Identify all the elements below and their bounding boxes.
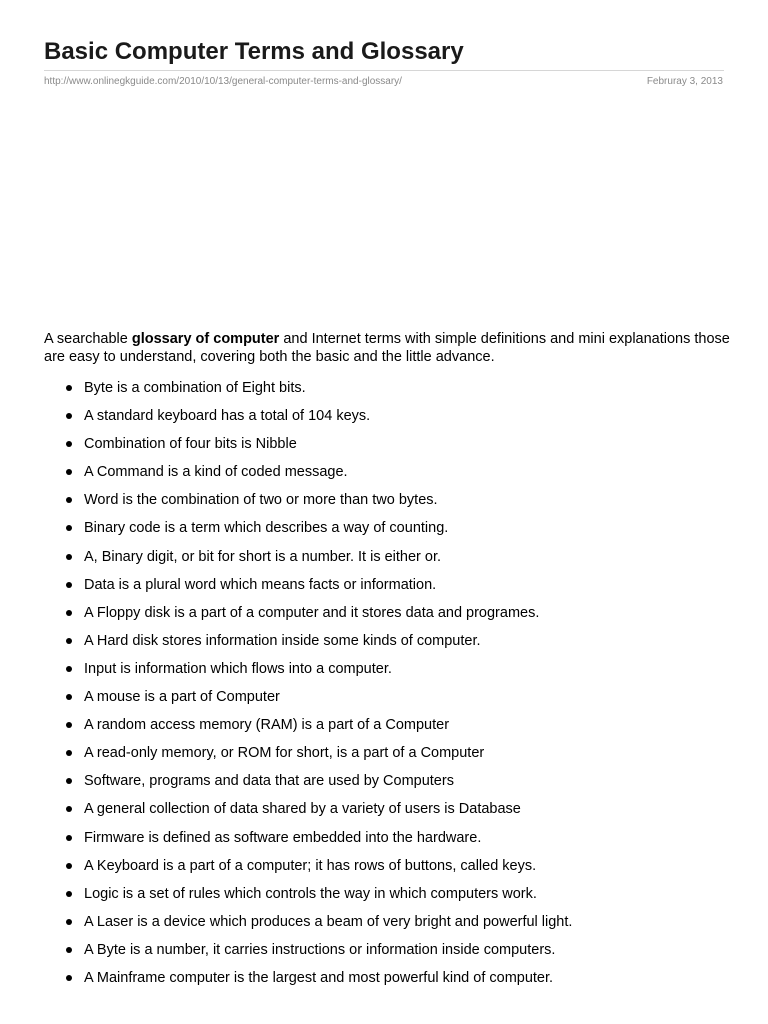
- list-item: [0, 378, 572, 406]
- list-item: [0, 715, 572, 743]
- list-item: [0, 518, 572, 546]
- bullet-icon: [66, 582, 72, 588]
- list-item: [0, 462, 572, 490]
- list-item: [0, 968, 572, 996]
- list-item: [0, 856, 572, 884]
- list-item-text: Data is a plural word which means facts or information.: [84, 576, 437, 593]
- list-item: [0, 490, 572, 518]
- bullet-icon: [66, 638, 72, 644]
- terms-list: [0, 378, 572, 996]
- list-item: [0, 547, 572, 575]
- list-item: [0, 575, 572, 603]
- list-item-text: A random access memory (RAM) is a part of a Computer: [84, 717, 450, 734]
- bullet-icon: [66, 750, 72, 756]
- list-item-text: Binary code is a term which describes a way of counting.: [84, 520, 449, 537]
- list-item-text: Byte is a combination of Eight bits.: [84, 380, 306, 396]
- list-item-text: A Hard disk stores information inside some kinds of computer.: [84, 632, 481, 649]
- list-item: [0, 631, 572, 659]
- intro-text-after: and Internet terms with simple definitions and mini explanations those are easy to understand, covering both the basic and the little advance.: [44, 331, 730, 365]
- intro-paragraph: [44, 330, 734, 366]
- bullet-icon: [66, 385, 72, 391]
- list-item: [0, 603, 572, 631]
- list-item-text: Logic is a set of rules which controls the way in which computers work.: [84, 885, 537, 902]
- list-item-text: A Laser is a device which produces a beam of very bright and powerful light.: [84, 913, 573, 930]
- title-divider: [44, 70, 724, 71]
- list-item-text: Word is the combination of two or more than two bytes.: [84, 492, 438, 509]
- list-item: [0, 687, 572, 715]
- list-item-text: A standard keyboard has a total of 104 keys.: [84, 408, 371, 425]
- list-item-text: A Mainframe computer is the largest and most powerful kind of computer.: [84, 969, 554, 986]
- bullet-icon: [66, 975, 72, 981]
- intro-text-before: A searchable: [44, 331, 132, 347]
- list-item-text: Firmware is defined as software embedded into the hardware.: [84, 829, 482, 846]
- list-item: [0, 434, 572, 462]
- bullet-icon: [66, 919, 72, 925]
- bullet-icon: [66, 891, 72, 897]
- list-item: [0, 912, 572, 940]
- list-item-text: A Command is a kind of coded message.: [84, 464, 348, 481]
- bullet-icon: [66, 413, 72, 419]
- intro-bold-phrase: glossary of computer: [131, 331, 280, 347]
- publish-date: Februray 3, 2013: [646, 76, 723, 87]
- list-item: [0, 659, 572, 687]
- list-item: [0, 771, 572, 799]
- list-item-text: A general collection of data shared by a variety of users is Database: [84, 801, 521, 818]
- list-item-text: A Keyboard is a part of a computer; it has rows of buttons, called keys.: [84, 857, 537, 874]
- list-item: [0, 799, 572, 827]
- list-item: [0, 743, 572, 771]
- list-item: [0, 828, 572, 856]
- bullet-icon: [66, 610, 72, 616]
- bullet-icon: [66, 778, 72, 784]
- list-item: [0, 406, 572, 434]
- bullet-icon: [66, 525, 72, 531]
- bullet-icon: [66, 835, 72, 841]
- list-item-text: A, Binary digit, or bit for short is a number. It is either or.: [84, 548, 442, 565]
- bullet-icon: [66, 722, 72, 728]
- bullet-icon: [66, 441, 72, 447]
- list-item-text: Input is information which flows into a computer.: [84, 660, 392, 677]
- list-item-text: A Byte is a number, it carries instructions or information inside computers.: [84, 941, 556, 958]
- page-title: Basic Computer Terms and Glossary: [44, 38, 464, 65]
- bullet-icon: [66, 863, 72, 869]
- list-item-text: Combination of four bits is Nibble: [84, 436, 297, 453]
- bullet-icon: [66, 947, 72, 953]
- bullet-icon: [66, 806, 72, 812]
- bullet-icon: [66, 497, 72, 503]
- source-url-link[interactable]: http://www.onlinegkguide.com/2010/10/13/general-computer-terms-and-glossary/: [44, 76, 402, 87]
- bullet-icon: [66, 666, 72, 672]
- bullet-icon: [66, 694, 72, 700]
- bullet-icon: [66, 469, 72, 475]
- list-item: [0, 940, 572, 968]
- list-item-text: A mouse is a part of Computer: [84, 689, 280, 706]
- bullet-icon: [66, 554, 72, 560]
- list-item-text: A Floppy disk is a part of a computer and it stores data and programes.: [84, 604, 540, 621]
- list-item-text: A read-only memory, or ROM for short, is a part of a Computer: [84, 745, 485, 762]
- list-item-text: Software, programs and data that are used by Computers: [84, 773, 454, 790]
- list-item: [0, 884, 572, 912]
